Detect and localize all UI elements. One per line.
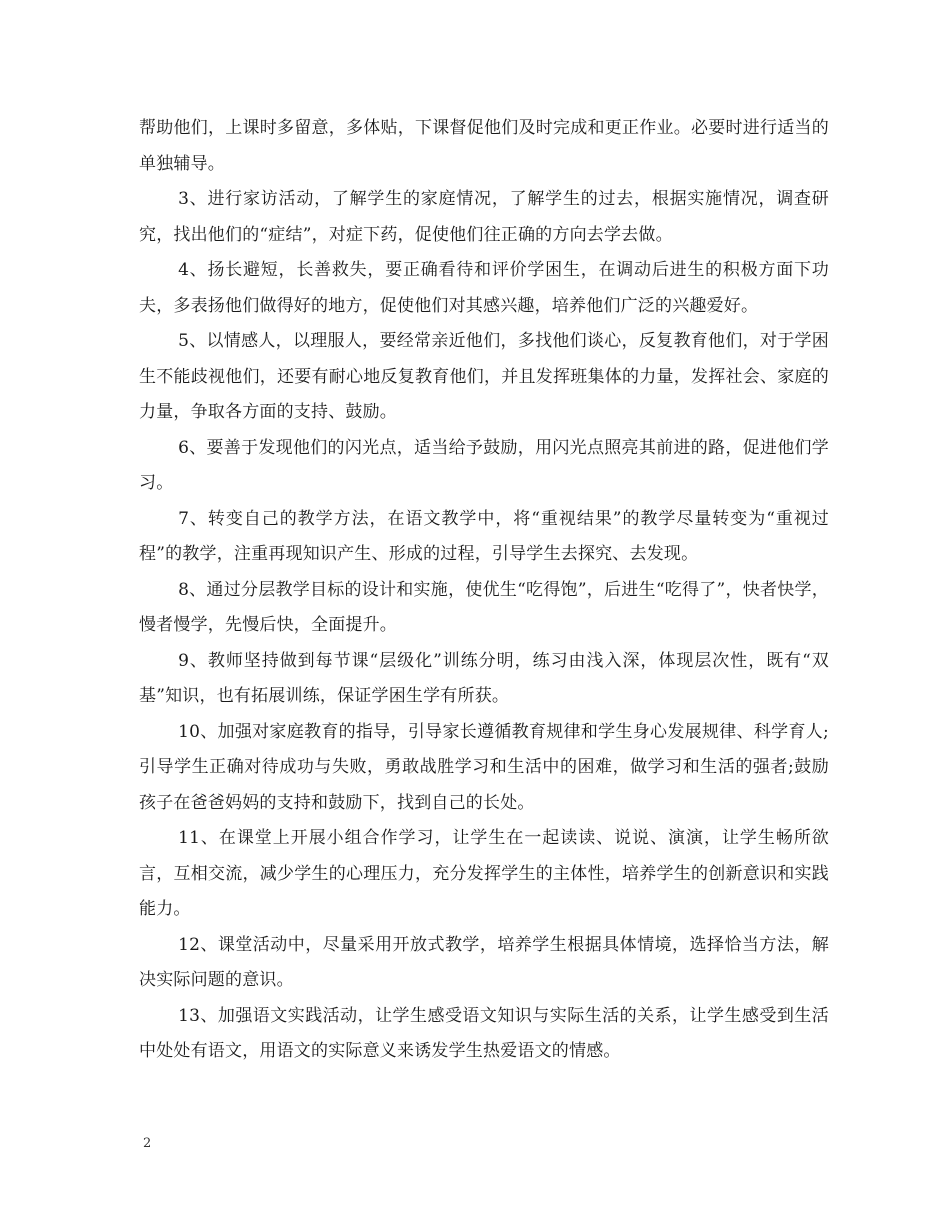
paragraph-item-7: 7、转变自己的教学方法，在语文教学中，将“重视结果”的教学尽量转变为“重视过程”的教学，注重再现知识产生、形成的过程，引导学生去探究、去发现。 xyxy=(139,508,829,564)
paragraph-item-6: 6、要善于发现他们的闪光点，适当给予鼓励，用闪光点照亮其前进的路，促进他们学习。 xyxy=(139,437,829,493)
paragraph-continuation: 帮助他们，上课时多留意，多体贴，下课督促他们及时完成和更正作业。必要时进行适当的单独辅导。 xyxy=(139,118,829,174)
paragraph-item-5: 5、以情感人，以理服人，要经常亲近他们，多找他们谈心，反复教育他们，对于学困生不能歧视他们，还要有耐心地反复教育他们，并且发挥班集体的力量，发挥社会、家庭的力量，争取各方面的支持、鼓励。 xyxy=(139,331,829,422)
paragraph-item-13: 13、加强语文实践活动，让学生感受语文知识与实际生活的关系，让学生感受到生活中处处有语文，用语文的实际意义来诱发学生热爱语文的情感。 xyxy=(139,1005,829,1061)
paragraph-item-9: 9、教师坚持做到每节课“层级化”训练分明，练习由浅入深，体现层次性，既有“双基”知识，也有拓展训练，保证学困生学有所获。 xyxy=(139,650,829,706)
page-number: 2 xyxy=(143,1136,152,1151)
paragraph-item-8: 8、通过分层教学目标的设计和实施，使优生“吃得饱”，后进生“吃得了”，快者快学，慢者慢学，先慢后快，全面提升。 xyxy=(139,579,829,635)
paragraph-item-11: 11、在课堂上开展小组合作学习，让学生在一起读读、说说、演演，让学生畅所欲言，互相交流，减少学生的心理压力，充分发挥学生的主体性，培养学生的创新意识和实践能力。 xyxy=(139,828,829,919)
paragraph-item-3: 3、进行家访活动，了解学生的家庭情况，了解学生的过去，根据实施情况，调查研究，找出他们的“症结”，对症下药，促使他们往正确的方向去学去做。 xyxy=(139,189,829,245)
paragraph-item-10: 10、加强对家庭教育的指导，引导家长遵循教育规律和学生身心发展规律、科学育人;引导学生正确对待成功与失败，勇敢战胜学习和生活中的困难，做学习和生活的强者;鼓励孩子在爸爸妈妈的支持和鼓励下，找到自己的长处。 xyxy=(139,721,829,813)
paragraph-item-12: 12、课堂活动中，尽量采用开放式教学，培养学生根据具体情境，选择恰当方法，解决实际问题的意识。 xyxy=(139,934,829,990)
document-body xyxy=(139,111,829,1070)
paragraph-item-4: 4、扬长避短，长善救失，要正确看待和评价学困生，在调动后进生的积极方面下功夫，多表扬他们做得好的地方，促使他们对其感兴趣，培养他们广泛的兴趣爱好。 xyxy=(139,260,829,316)
